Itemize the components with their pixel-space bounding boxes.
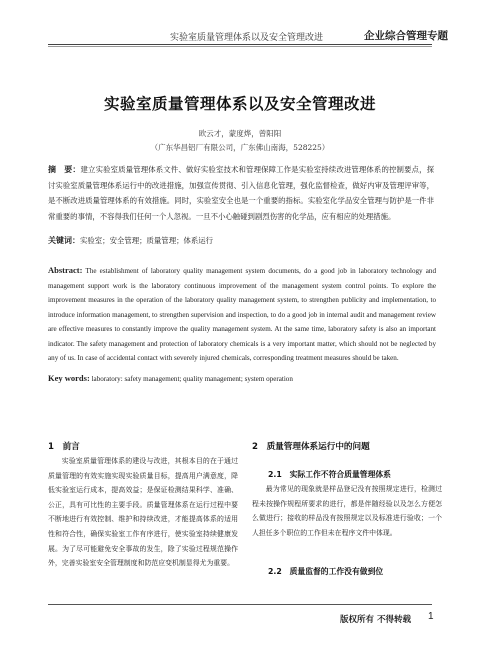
header-rule [48,44,432,45]
section-1-body [48,454,238,571]
section-2-1-paragraph: 最为常见的现象就是样品登记没有按照规定进行，检测过程未按操作规程所要求的进行，都是伴随经验以及怎么方便怎么做进行；接收的样品没有按照规定以及标准进行验收；一个人担任多个职位的工作但未在程序文件中体现。 [252,485,442,537]
footer-rule [48,604,432,605]
abstract-en [48,263,436,366]
authors: 欧云才，蒙度烨，曾阳阳 [198,129,282,138]
keywords-en [48,373,436,383]
abstract-cn-text: 建立实验室质量管理体系文件、做好实验室技术和管理保障工作是实验室持续改进管理体系的控制要点，探讨实验室质量管理体系运行中的改进措施，加强宣传贯彻、引入信息化管理，强化监督检查，做好内审及管理评审等，是不断改进质量管理体系的有效措施。同时，实验室安全也是一个重要的指标。实验室化学品安全管理与防护是一件非常重要的事情，不容得我们任何一个人忽视。一旦不小心触碰到剧烈伤害的化学品，应有相应的处理措施。 [48,165,434,221]
keywords-en-text: laboratory: safety management; quality management; system operation [91,375,293,383]
copyright-notice: 版权所有 不得转载 [340,615,411,625]
section-2-1-body [252,482,442,540]
keywords-en-label: Key words: [48,373,90,383]
section-1-heading: 1 前言 [48,442,80,452]
abstract-cn [48,162,434,224]
section-1-paragraph: 实验室质量管理体系的建设与改进，其根本目的在于通过质量管理的有效实施实现实验质量目标，提高用户满意度，降低实验室运行成本，提高效益；是保证检测结果科学、准确、公正，具有可比性的主要手段。质量管理体系在运行过程中要不断地进行有效控制、维护和持续改进，才能提高体系的适用性和符合性，确保实验室工作有序进行，使实验室持续健康发展。为了尽可能避免安全事故的发生，除了实验过程规范操作外，完善实验室安全管理制度和防范应变机制显得尤为重要。 [48,457,238,568]
section-2-1-heading: 2.1 实际工作不符合质量管理体系 [268,470,391,479]
article-title: 实验室质量管理体系以及安全管理改进 [103,95,376,113]
abstract-en-label: Abstract: [48,265,83,275]
section-2-heading: 2 质量管理体系运行中的问题 [252,442,370,452]
abstract-en-text: The establishment of laboratory quality management system documents, do a good job in laboratory technology and management support work is the laboratory continuous improvement of the management system control points. To explore the improvement measures in the operation of the laboratory quality management system, to strengthen publicity and implementation, to introduce information management, to strengthen supervision and inspection, to do a good job in internal audit and management review are effective measures to constantly improve the quality management system. At the same time, laboratory safety is also an important indicator. The safety management and protection of laboratory chemicals is a very important matter, which should not be neglected by any of us. In case of accidental contact with severely injured chemicals, corresponding treatment measures should be taken. [48,267,436,362]
page-number: 1 [428,611,434,622]
abstract-cn-label: 摘 要： [48,165,81,174]
keywords-cn-label: 关键词： [48,236,80,245]
keywords-cn [48,235,434,246]
column-name: 企业综合管理专题 [364,30,448,42]
affiliation: （广东华昌铝厂有限公司，广东佛山南海，528225） [150,143,330,152]
keywords-cn-text: 实验室；安全管理；质量管理；体系运行 [80,236,214,245]
running-title: 实验室质量管理体系以及安全管理改进 [170,33,324,43]
section-2-2-heading: 2.2 质量监督的工作没有做到位 [268,567,384,576]
header-rule-thin [48,46,432,47]
